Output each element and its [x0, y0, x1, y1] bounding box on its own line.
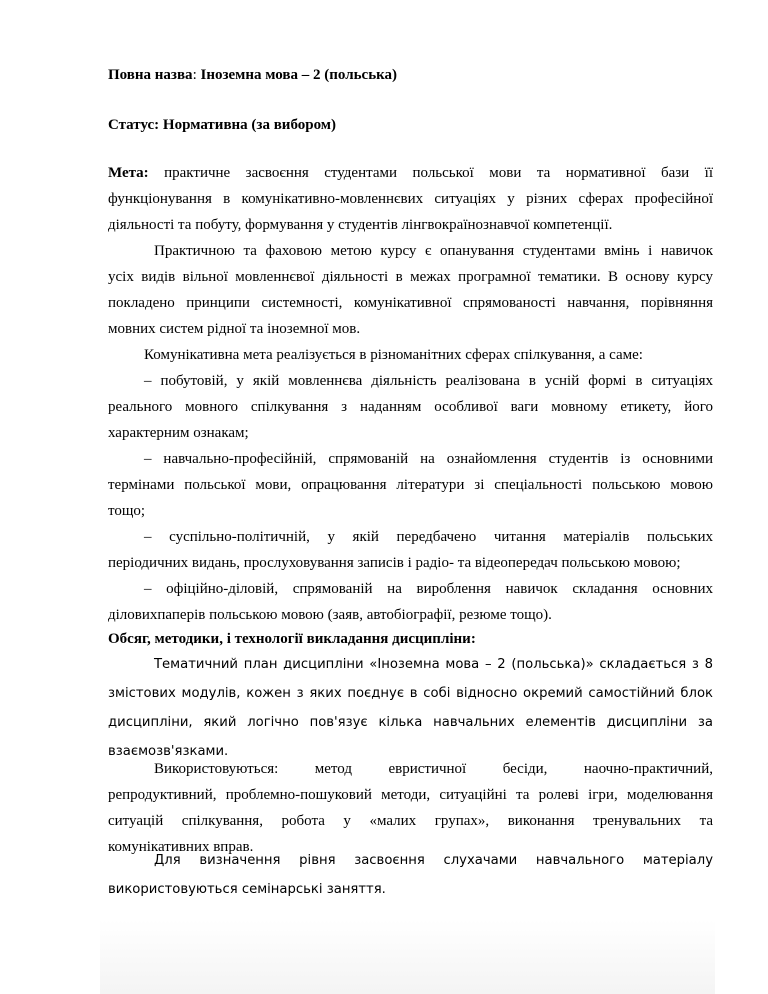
full-name-line: [108, 62, 713, 88]
purpose-line-4: мовних систем рідної та іноземної мов.: [108, 321, 361, 337]
professional-line-3: тощо;: [108, 503, 146, 519]
seminars-paragraph: [108, 846, 713, 904]
section-title: [108, 626, 713, 652]
communicative-line: Комунікативна мета реалізується в різноманітних сферах спілкування, а саме:: [144, 347, 643, 363]
thematic-plan-paragraph: [108, 650, 713, 766]
methods-paragraph: [108, 756, 713, 860]
status-value: Нормативна (за вибором): [162, 117, 337, 133]
seminars-line-2: використовуються семінарські заняття.: [108, 882, 386, 897]
full-name-sep: :: [192, 67, 201, 83]
official-line-2: діловихпаперів польською мовою (заяв, автобіографії, резюме тощо).: [108, 607, 552, 623]
everyday-line-1: – побутовій, у якій мовленнєва діяльність реалізована в усній формі в ситуаціях: [144, 373, 713, 389]
list-item-everyday: [108, 368, 713, 446]
thematic-line-2: змістових модулів, кожен з яких поєднує в собі відносно окремий самостійний блок: [108, 686, 713, 701]
goal-line-3: діяльності та побуту, формування у студентів лінгвокраїнознавчої компетенції.: [108, 217, 613, 233]
full-name-value: Іноземна мова – 2 (польська): [200, 67, 398, 83]
communicative-paragraph: [108, 342, 713, 368]
official-line-1: – офіційно-діловій, спрямованій на вироблення навичок складання основних: [144, 581, 713, 597]
list-item-political: [108, 524, 713, 576]
goal-line-1: [108, 160, 713, 186]
thematic-line-1: Тематичний план дисципліни «Іноземна мова – 2 (польська)» складається з 8: [154, 657, 713, 672]
goal-text-1: практичне засвоєння студентами польської мови та нормативної бази її: [148, 165, 713, 181]
thematic-line-4: взаємозв'язками.: [108, 744, 229, 759]
purpose-paragraph: [108, 238, 713, 342]
professional-line-2: термінами польської мови, опрацювання літератури зі спеціальності польською мовою: [108, 477, 713, 493]
section-title-text: Обсяг, методики, і технології викладання дисципліни:: [108, 631, 476, 647]
political-line-2: періодичних видань, прослуховування записів і радіо- та відеопередач польською мовою;: [108, 555, 681, 571]
goal-paragraph: [108, 160, 713, 238]
seminars-line-1: Для визначення рівня засвоєння слухачами навчального матеріалу: [154, 853, 713, 868]
page-bottom-shade: [100, 920, 715, 994]
purpose-line-3: покладено принципи системності, комунікативної спрямованості навчання, порівняння: [108, 295, 713, 311]
status-label: Статус:: [108, 117, 163, 133]
everyday-line-2: реального мовного спілкування з наданням особливої ваги мовному етикету, його: [108, 399, 713, 415]
list-item-professional: [108, 446, 713, 524]
methods-line-4: комунікативних вправ.: [108, 839, 254, 855]
political-line-1: – суспільно-політичній, у якій передбачено читання матеріалів польських: [144, 529, 713, 545]
list-item-official: [108, 576, 713, 628]
methods-line-1: Використовуються: метод евристичної бесіди, наочно-практичний,: [154, 761, 713, 777]
full-name-label: Повна назва: [108, 67, 193, 83]
professional-line-1: – навчально-професійній, спрямованій на ознайомлення студентів із основними: [144, 451, 713, 467]
status-line: [108, 112, 713, 138]
thematic-line-3: дисципліни, який логічно пов'язує кілька навчальних елементів дисципліни за: [108, 715, 713, 730]
purpose-line-1: Практичною та фаховою метою курсу є опанування студентами вмінь і навичок: [154, 243, 713, 259]
purpose-line-2: усіх видів вільної мовленнєвої діяльності в межах програмної тематики. В основу курсу: [108, 269, 713, 285]
methods-line-2: репродуктивний, проблемно-пошуковий методи, ситуаційні та ролеві ігри, моделювання: [108, 787, 713, 803]
goal-line-2: функціонування в комунікативно-мовленнєвих ситуаціях у різних сферах професійної: [108, 191, 713, 207]
everyday-line-3: характерним ознакам;: [108, 425, 249, 441]
goal-label: Мета:: [108, 165, 149, 181]
methods-line-3: ситуацій спілкування, робота у «малих групах», виконання тренувальних та: [108, 813, 713, 829]
